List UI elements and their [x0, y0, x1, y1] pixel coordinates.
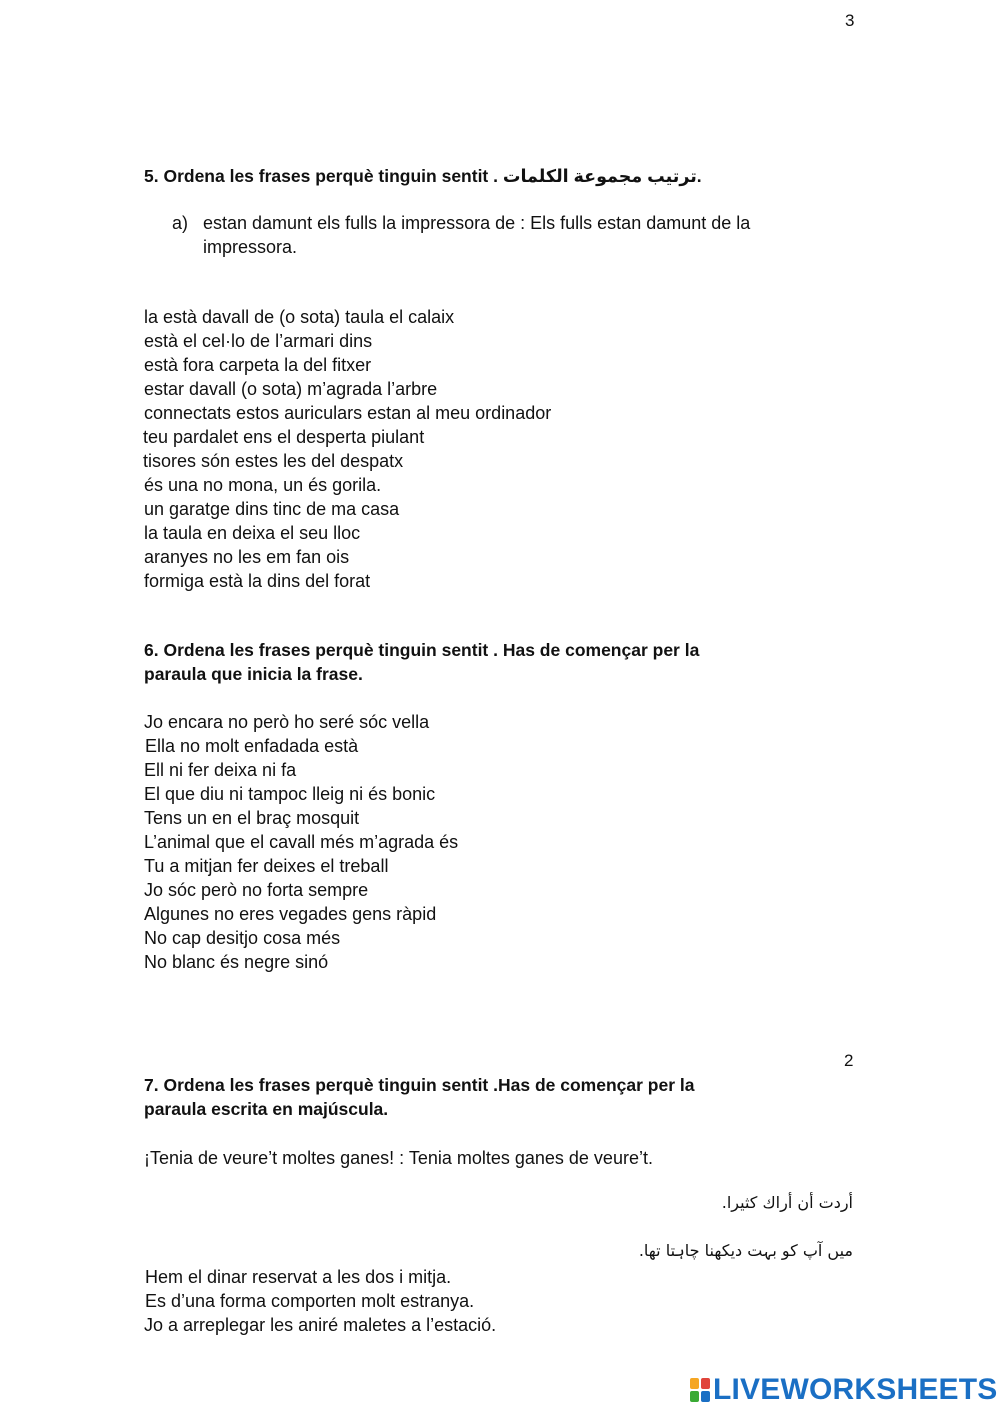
arabic-translation: أردت أن أراك كثيرا. [721, 1193, 853, 1212]
list-item: Jo encara no però ho seré sóc vella [144, 712, 430, 732]
section-6-list [144, 710, 458, 974]
section-6-heading-line-2: paraula que inicia la frase. [144, 664, 363, 684]
list-item: la està davall de (o sota) taula el calaix [144, 307, 455, 327]
list-item: Jo sóc però no forta sempre [144, 880, 369, 900]
list-item: està fora carpeta la del fitxer [144, 355, 372, 375]
page-number-middle: 2 [844, 1051, 854, 1070]
list-item: Tens un en el braç mosquit [144, 808, 360, 828]
section-6-heading-line-1: 6. Ordena les frases perquè tinguin sentit . Has de començar per la [144, 640, 700, 660]
page-number-top: 3 [845, 11, 855, 30]
list-item: Tu a mitjan fer deixes el treball [144, 856, 389, 876]
urdu-translation: میں آپ کو بہت دیکھنا چاہتا تھا. [638, 1241, 853, 1260]
list-item: Ella no molt enfadada està [145, 736, 359, 756]
liveworksheets-logo-icon [690, 1378, 710, 1402]
list-item: L’animal que el cavall més m’agrada és [144, 832, 459, 852]
section-7-heading-line-2: paraula escrita en majúscula. [144, 1099, 389, 1119]
list-item: Es d’una forma comporten molt estranya. [145, 1291, 475, 1311]
liveworksheets-logo [690, 1374, 998, 1406]
list-item: està el cel·lo de l’armari dins [144, 331, 373, 351]
list-item: Ell ni fer deixa ni fa [144, 760, 297, 780]
list-item: connectats estos auriculars estan al meu ordinador [144, 403, 552, 423]
section-5-heading: 5. Ordena les frases perquè tinguin sentit . ترتيب مجموعة الكلمات. [144, 166, 702, 186]
list-item: teu pardalet ens el desperta piulant [143, 427, 425, 447]
section-7-heading-line-1: 7. Ordena les frases perquè tinguin sentit .Has de començar per la [144, 1075, 695, 1095]
list-item: formiga està la dins del forat [144, 571, 371, 591]
list-item: tisores són estes les del despatx [143, 451, 404, 471]
list-item: No cap desitjo cosa més [144, 928, 341, 948]
list-item: estar davall (o sota) m’agrada l’arbre [144, 379, 438, 399]
example-marker: a) [172, 213, 189, 233]
list-item: la taula en deixa el seu lloc [144, 523, 361, 543]
list-item: Algunes no eres vegades gens ràpid [144, 904, 437, 924]
section-7-example: ¡Tenia de veure’t moltes ganes! : Tenia moltes ganes de veure’t. [144, 1148, 653, 1168]
list-item: aranyes no les em fan ois [144, 547, 350, 567]
list-item: Hem el dinar reservat a les dos i mitja. [145, 1267, 452, 1287]
list-item: un garatge dins tinc de ma casa [144, 499, 400, 519]
list-item: El que diu ni tampoc lleig ni és bonic [144, 784, 436, 804]
example-line-1: estan damunt els fulls la impressora de : Els fulls estan damunt de la [203, 213, 751, 233]
list-item: Jo a arreplegar les aniré maletes a l’estació. [144, 1315, 497, 1335]
list-item: No blanc és negre sinó [144, 952, 329, 972]
section-7-list [144, 1265, 496, 1337]
logo-text: LIVEWORKSHEETS [713, 1373, 998, 1406]
section-5-list [144, 305, 551, 593]
example-line-2: impressora. [203, 237, 298, 257]
list-item: és una no mona, un és gorila. [144, 475, 382, 495]
